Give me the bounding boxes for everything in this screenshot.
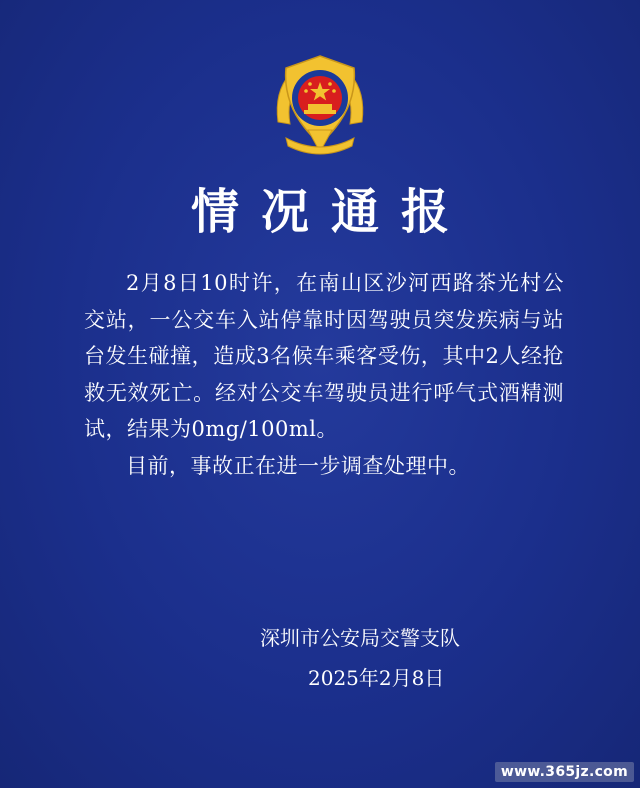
notice-paragraph: 2月8日10时许，在南山区沙河西路茶光村公交站，一公交车入站停靠时因驾驶员突发疾病与站台发生碰撞，造成3名候车乘客受伤，其中2人经抢救无效死亡。经对公交车驾驶员进行呼气式酒精测试，结果为0mg/100ml。 [84,271,564,441]
issue-date: 2025年2月8日 [308,666,445,690]
notice-paragraph: 目前，事故正在进一步调查处理中。 [126,453,470,478]
signature-block [260,618,520,698]
notice-title: 情况通报 [190,184,471,240]
site-watermark: www.365jz.com [495,762,634,782]
issuer-name: 深圳市公安局交警支队 [260,626,460,650]
police-emblem-icon [268,52,372,162]
notice-body [84,265,564,484]
